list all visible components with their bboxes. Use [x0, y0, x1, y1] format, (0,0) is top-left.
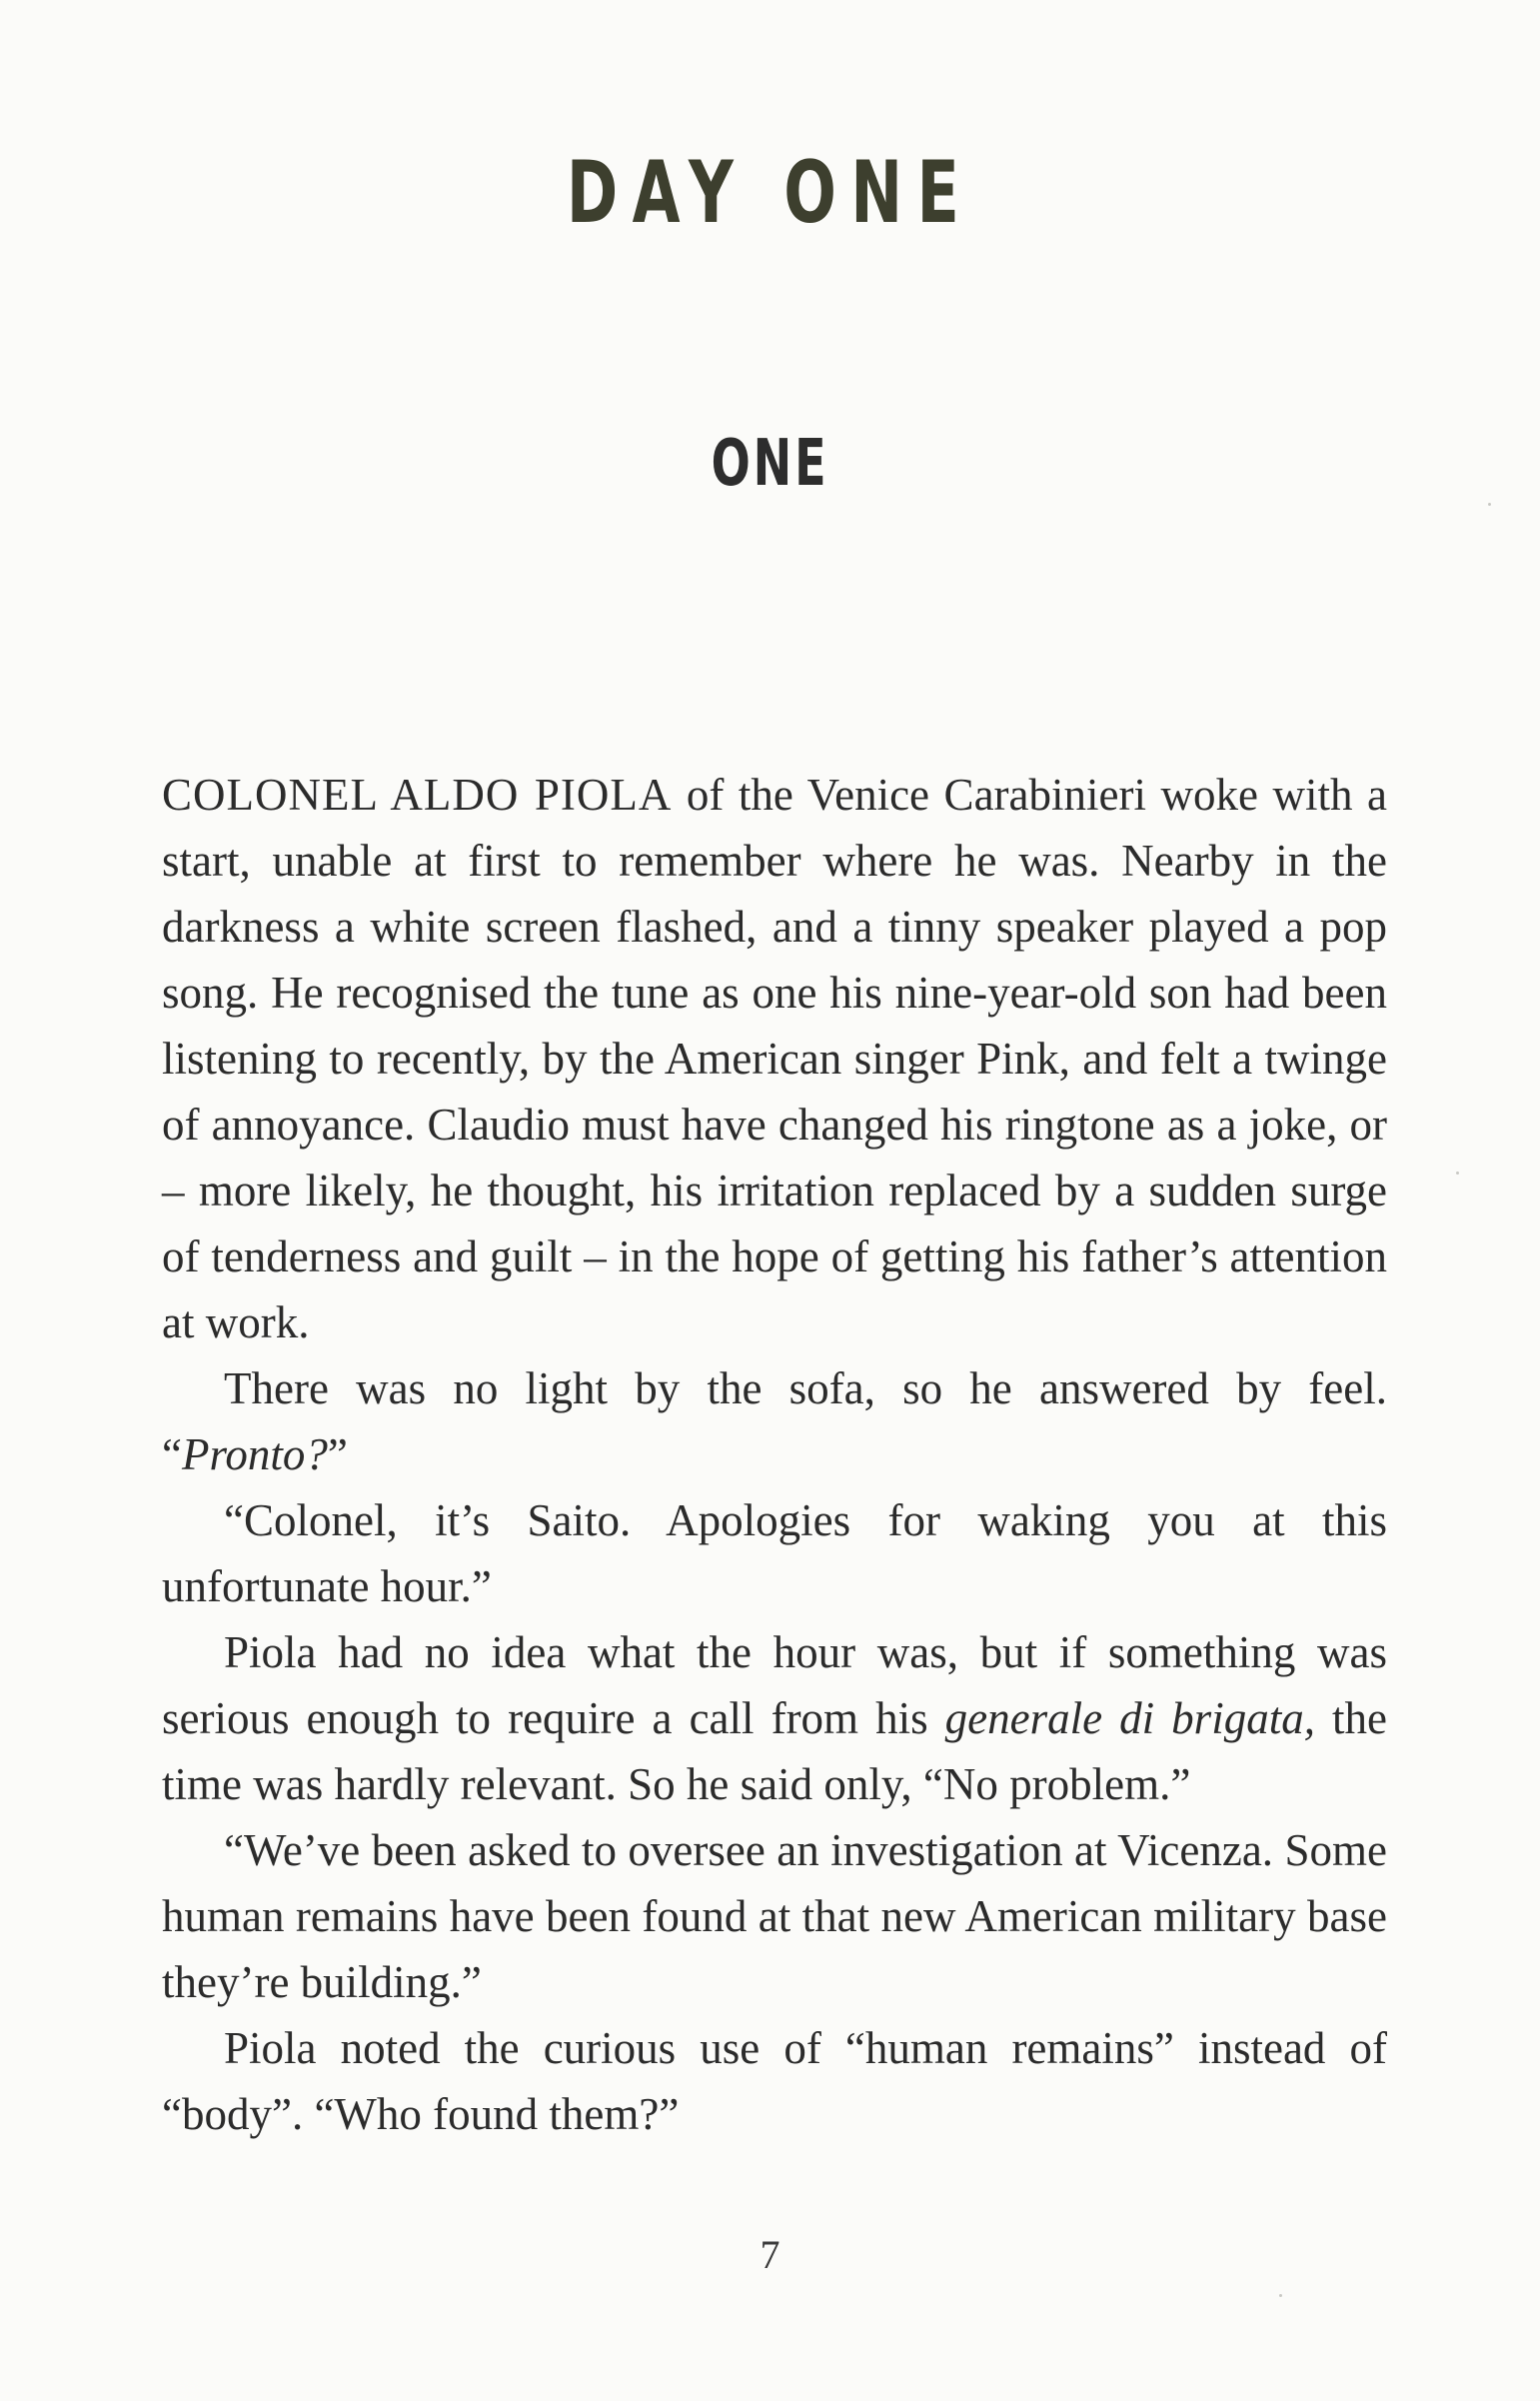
paragraph-2-close-quote: ”	[327, 1429, 348, 1479]
opening-small-caps: COLONEL ALDO PIOLA	[162, 770, 673, 820]
paragraph-6: Piola noted the curious use of “human remains” instead of “body”. “Who found them?”	[162, 2023, 1387, 2139]
paragraph-4-text: Piola had no idea what the hour was, but if something was serious enough to require a call from his	[162, 1627, 1387, 1743]
paper-speck	[1488, 503, 1491, 506]
paragraph-2	[162, 1355, 1387, 1487]
body-text	[162, 762, 1387, 2147]
paragraph-1	[162, 762, 1387, 1355]
paragraph-4-text-end: the time was hardly relevant. So he said only, “No problem.”	[162, 1693, 1387, 1809]
italic-pronto: Pronto?	[181, 1429, 328, 1479]
paper-speck	[1456, 1172, 1459, 1175]
chapter-title: ONE	[711, 427, 829, 501]
paragraph-1-text: of the Venice Carabinieri woke with a start, unable at first to remember where he was. Nearby in the darkness a white screen flashed, and a tinny speaker played a pop song. He recognised the tune as one his nine-year-old son had been listening to recently, by the American singer Pink, and felt a twinge of annoyance. Claudio must have changed his ringtone as a joke, or – more likely, he thought, his irritation replaced by a sudden surge of tenderness and guilt – in the hope of getting his father’s attention at work.	[162, 770, 1387, 1347]
page-number: 7	[760, 2232, 780, 2277]
paragraph-3: “Colonel, it’s Saito. Apologies for waking you at this unfortunate hour.”	[162, 1495, 1387, 1611]
paragraph-2-text: There was no light by the sofa, so he answered by feel. “	[162, 1363, 1387, 1479]
part-title: DAY ONE	[566, 143, 974, 243]
paper-speck	[1279, 2294, 1282, 2297]
paragraph-5: “We’ve been asked to oversee an investigation at Vicenza. Some human remains have been found at that new American military base they’re building.”	[162, 1825, 1387, 2007]
paragraph-4	[162, 1619, 1387, 1817]
italic-generale: generale di brigata,	[944, 1693, 1315, 1743]
